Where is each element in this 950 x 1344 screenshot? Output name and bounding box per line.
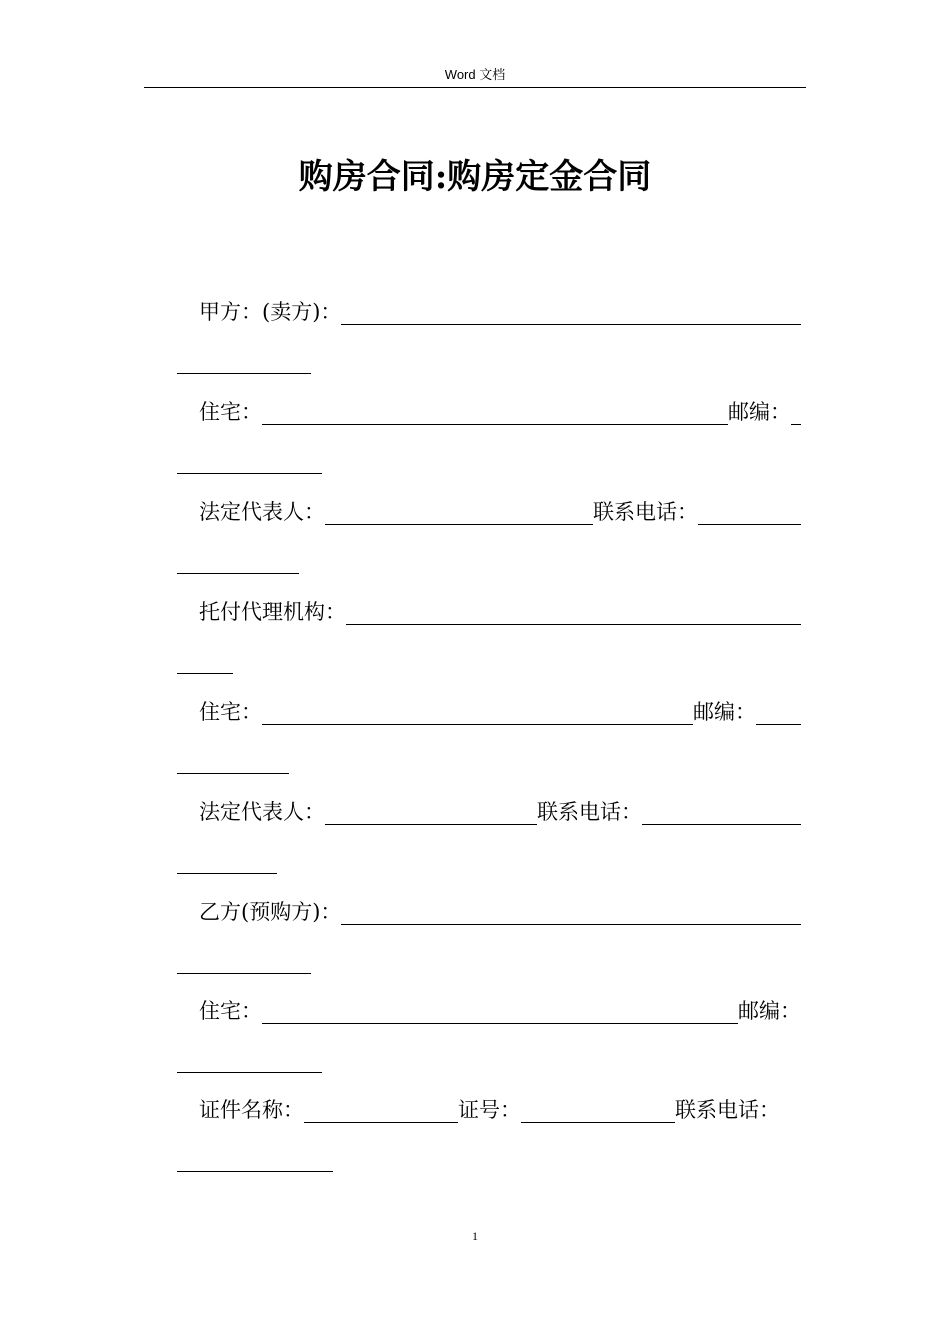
representative-line-1	[199, 492, 801, 532]
agency-line	[199, 592, 801, 632]
party-a-label: 甲方：(卖方)：	[199, 300, 342, 324]
phone-label-3: 联系电话：	[675, 1098, 780, 1122]
address-blank-3[interactable]	[262, 1023, 738, 1024]
agency-label: 托付代理机构：	[199, 600, 346, 624]
document-title: 购房合同:购房定金合同	[298, 157, 652, 197]
postcode-label-2: 邮编：	[693, 700, 756, 724]
certificate-number-blank[interactable]	[521, 1122, 675, 1123]
postcode-blank-1[interactable]	[791, 424, 801, 425]
address-blank-2[interactable]	[262, 724, 693, 725]
representative-label-2: 法定代表人：	[199, 800, 325, 824]
phone-blank-2[interactable]	[642, 824, 801, 825]
phone-label-1: 联系电话：	[593, 500, 698, 524]
representative-blank-2[interactable]	[325, 824, 537, 825]
party-a-line	[199, 292, 801, 332]
header-rule	[144, 87, 806, 88]
address-label-1: 住宅：	[199, 400, 262, 424]
postcode-blank-1-continued[interactable]	[177, 473, 322, 474]
postcode-label-3: 邮编：	[738, 999, 801, 1023]
address-label-2: 住宅：	[199, 700, 262, 724]
certificate-name-blank[interactable]	[304, 1122, 458, 1123]
address-blank-1[interactable]	[262, 424, 728, 425]
address-line-1	[199, 392, 801, 432]
certificate-number-label: 证号：	[458, 1098, 521, 1122]
certificate-line	[199, 1090, 801, 1130]
page-header: Word 文档	[444, 67, 506, 82]
postcode-blank-2-continued[interactable]	[177, 773, 289, 774]
phone-blank-1-continued[interactable]	[177, 573, 299, 574]
certificate-name-label: 证件名称：	[199, 1098, 304, 1122]
address-line-3	[199, 991, 801, 1031]
phone-label-2: 联系电话：	[537, 800, 642, 824]
party-a-blank[interactable]	[341, 324, 801, 325]
representative-line-2	[199, 792, 801, 832]
party-b-blank-continued[interactable]	[177, 973, 311, 974]
agency-blank[interactable]	[346, 624, 801, 625]
representative-label-1: 法定代表人：	[199, 500, 325, 524]
phone-blank-1[interactable]	[698, 524, 801, 525]
address-label-3: 住宅：	[199, 999, 262, 1023]
phone-blank-2-continued[interactable]	[177, 873, 277, 874]
party-b-label: 乙方(预购方)：	[199, 900, 342, 924]
phone-blank-3[interactable]	[177, 1171, 333, 1172]
party-b-line	[199, 892, 801, 932]
address-line-2	[199, 692, 801, 732]
agency-blank-continued[interactable]	[177, 673, 233, 674]
party-b-blank[interactable]	[341, 924, 801, 925]
postcode-blank-3[interactable]	[177, 1072, 322, 1073]
representative-blank-1[interactable]	[325, 524, 593, 525]
party-a-blank-continued[interactable]	[177, 373, 311, 374]
page-number: 1	[472, 1229, 478, 1243]
postcode-label-1: 邮编：	[728, 400, 791, 424]
postcode-blank-2[interactable]	[756, 724, 801, 725]
